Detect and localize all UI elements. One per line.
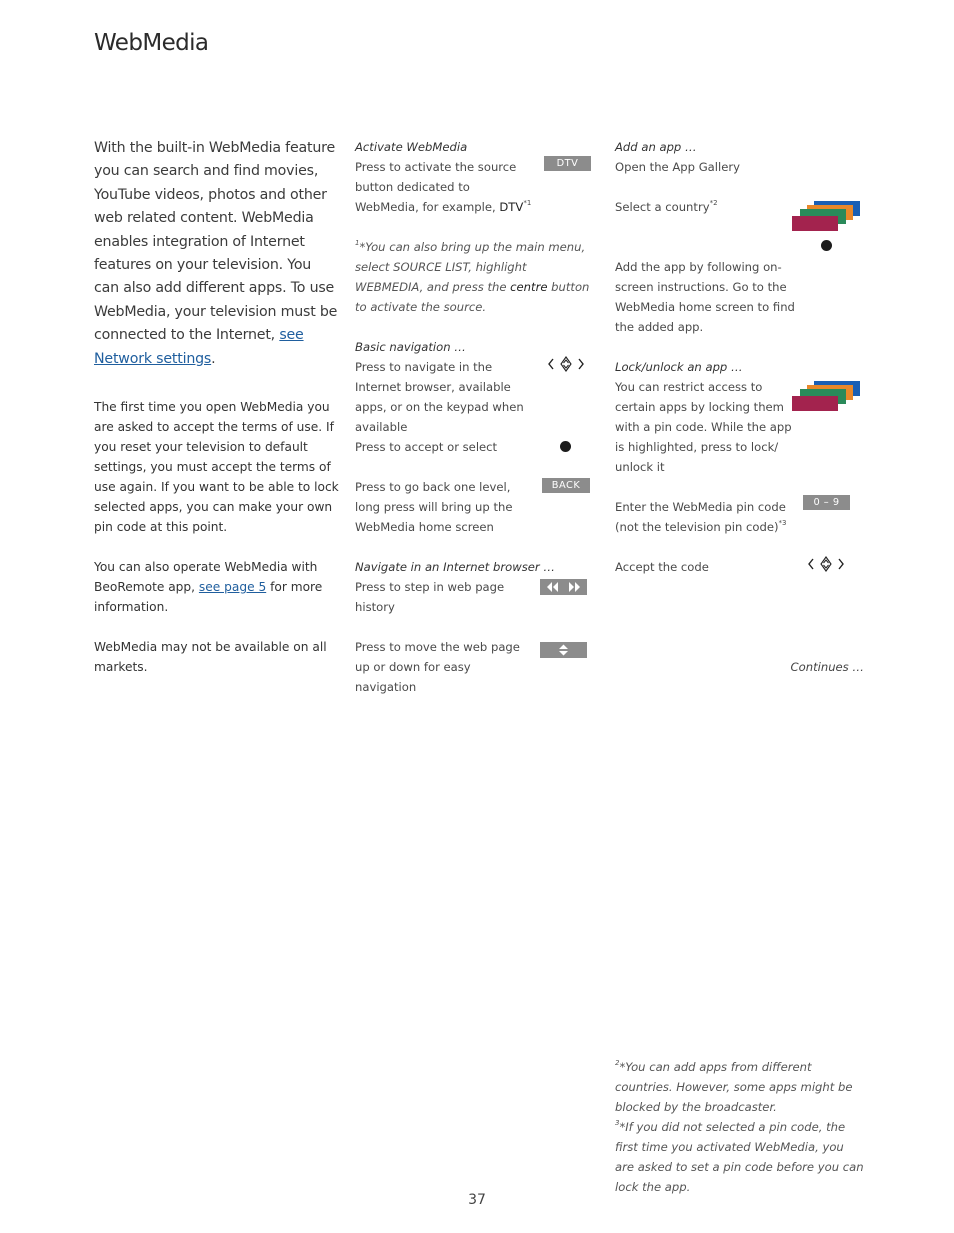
intro-paragraph	[94, 137, 340, 371]
footnote-2	[615, 1057, 865, 1117]
rewind-forward-icon	[540, 579, 587, 595]
history-text: Press to step in web page history	[355, 580, 505, 614]
digit-buttons-icon: 0 – 9	[803, 495, 850, 510]
scroll-text: Press to move the web page up or down for easy navigation	[355, 640, 520, 694]
back-button-icon: BACK	[542, 478, 590, 493]
continues-label: Continues …	[790, 660, 864, 674]
activate-bold-dtv: DTV	[499, 200, 524, 214]
follow-instructions-text: Add the app by following on-screen instructions. Go to the WebMedia home screen to find the added app.	[615, 260, 795, 334]
centre-button-icon	[821, 240, 832, 251]
pin-code-sup: *3	[778, 519, 787, 527]
footnote-1-number: 1	[355, 239, 360, 247]
footnote-2-text: *You can add apps from different countries. However, some apps might be blocked by the broadcaster.	[615, 1060, 853, 1114]
activate-text	[355, 157, 535, 217]
navigate-arrows-icon	[807, 556, 845, 574]
footnote-3	[615, 1117, 865, 1197]
accept-select-text: Press to accept or select	[355, 440, 498, 454]
footnote-3-text: *If you did not selected a pin code, the first time you activated WebMedia, you are asked to set a pin code before you can lock the app.	[615, 1120, 864, 1194]
color-buttons-icon	[792, 381, 862, 415]
select-country-body: Select a country	[615, 200, 710, 214]
centre-button-icon	[560, 441, 571, 452]
footnote-1-bold: centre	[510, 280, 548, 294]
lock-unlock-heading: Lock/unlock an app …	[615, 360, 743, 374]
activate-heading: Activate WebMedia	[355, 140, 468, 154]
pin-code-text	[615, 497, 795, 537]
footnote-2-number: 2	[615, 1059, 620, 1067]
pin-code-body: Enter the WebMedia pin code (not the television pin code)	[615, 500, 786, 534]
up-down-arrows-icon	[540, 642, 587, 658]
activate-text-body: Press to activate the source button dedicated to WebMedia, for example,	[355, 160, 517, 214]
availability-paragraph: WebMedia may not be available on all markets.	[94, 640, 327, 674]
basic-navigation-heading: Basic navigation …	[355, 340, 466, 354]
beoremote-text-end: for more information.	[94, 580, 323, 614]
browser-navigation-heading: Navigate in an Internet browser …	[355, 560, 555, 574]
beoremote-text: You can also operate WebMedia with BeoRemote app,	[94, 560, 318, 594]
dtv-button-icon: DTV	[544, 156, 591, 171]
beoremote-paragraph	[94, 557, 340, 617]
navigate-arrows-icon	[547, 356, 585, 374]
page-number: 37	[468, 1192, 486, 1208]
footnote-3-number: 3	[615, 1119, 620, 1127]
footnote-1-text-b: button to activate the source.	[355, 280, 590, 314]
basic-navigation-text: Press to navigate in the Internet browser, available apps, or on the keypad when available	[355, 360, 524, 434]
see-page-5-link[interactable]: see page 5	[198, 580, 267, 594]
select-country-text	[615, 197, 795, 217]
go-back-text: Press to go back one level, long press will bring up the WebMedia home screen	[355, 480, 513, 534]
terms-paragraph: The first time you open WebMedia you are asked to accept the terms of use. If you reset your television to default settings, you must accept the terms of use again. If you want to be able to lock selected apps, you can make your own pin code at this point.	[94, 400, 339, 534]
network-settings-link[interactable]: see Network settings	[94, 327, 304, 367]
footnote-1	[355, 237, 595, 317]
color-buttons-icon	[792, 201, 862, 235]
add-app-heading: Add an app …	[615, 140, 697, 154]
activate-sup: *1	[523, 199, 532, 207]
intro-end: .	[211, 350, 216, 367]
page-title: WebMedia	[94, 30, 209, 56]
lock-unlock-text: You can restrict access to certain apps by locking them with a pin code. While the app is highlighted, press to lock/ unlock it	[615, 380, 792, 474]
footnote-1-text-a: *You can also bring up the main menu, select SOURCE LIST, highlight WEBMEDIA, and press the	[355, 240, 586, 294]
accept-code-text: Accept the code	[615, 560, 709, 574]
intro-text: With the built-in WebMedia feature you can search and find movies, YouTube videos, photos and other web related content. WebMedia enables integration of Internet features on your television. You can also add different apps. To use WebMedia, your television must be connected to the Internet,	[94, 140, 338, 344]
app-gallery-text: Open the App Gallery	[615, 160, 740, 174]
select-country-sup: *2	[709, 199, 718, 207]
